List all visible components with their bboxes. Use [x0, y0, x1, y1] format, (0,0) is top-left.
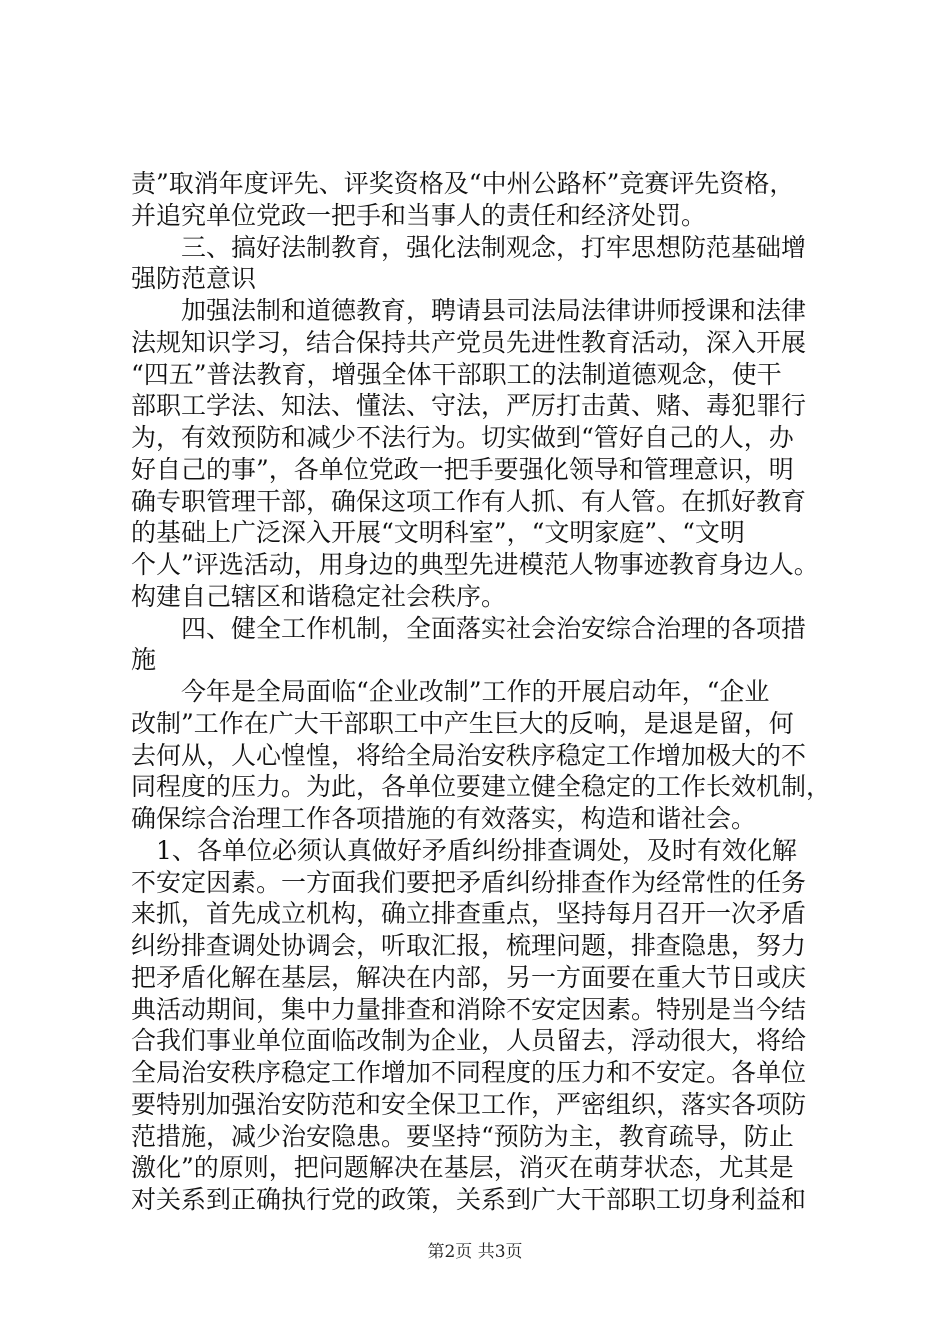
text-line: 纠纷排查调处协调会，听取汇报，梳理问题，排查隐患，努力 — [131, 931, 807, 960]
text-line: 今年是全局面临“企业改制”工作的开展启动年，“企业 — [131, 677, 770, 706]
text-line: 确专职管理干部，确保这项工作有人抓、有人管。在抓好教育 — [131, 486, 807, 516]
text-line: “四五”普法教育，增强全体干部职工的法制道德观念，使干 — [131, 359, 782, 389]
text-line: 对关系到正确执行党的政策，关系到广大干部职工切身利益和 — [131, 1185, 807, 1214]
section-heading: 施 — [131, 645, 157, 675]
text-line: 不安定因素。一方面我们要把矛盾纠纷排查作为经常性的任务 — [131, 867, 807, 897]
text-line: 法规知识学习，结合保持共产党员先进性教育活动，深入开展 — [131, 327, 807, 357]
text-line: 加强法制和道德教育，聘请县司法局法律讲师授课和法律 — [131, 296, 807, 325]
text-line: 同程度的压力。为此，各单位要建立健全稳定的工作长效机制， — [131, 772, 832, 802]
text-line: 改制”工作在广大干部职工中产生巨大的反响，是退是留，何 — [131, 708, 794, 738]
text-line: 范措施，减少治安隐患。要坚持“预防为主，教育疏导，防止 — [131, 1121, 794, 1151]
section-heading: 强防范意识 — [131, 264, 257, 294]
text-line: 合我们事业单位面临改制为企业，人员留去，浮动很大，将给 — [131, 1026, 807, 1056]
text-line: 把矛盾化解在基层，解决在内部，另一方面要在重大节日或庆 — [131, 962, 807, 992]
document-body — [131, 168, 831, 1216]
text-line: 来抓，首先成立机构，确立排查重点，坚持每月召开一次矛盾 — [131, 899, 807, 929]
text-line: 好自己的事”，各单位党政一把手要强化领导和管理意识，明 — [131, 454, 794, 484]
text-line: 个人”评选活动，用身边的典型先进模范人物事迹教育身边人。 — [131, 550, 819, 579]
text-line: 要特别加强治安防范和安全保卫工作，严密组织，落实各项防 — [131, 1089, 807, 1119]
text-line: 部职工学法、知法、懂法、守法，严厉打击黄、赌、毒犯罪行 — [131, 391, 807, 421]
page-number: 第2页 共3页 — [427, 1242, 523, 1262]
text-line: 全局治安秩序稳定工作增加不同程度的压力和不安定。各单位 — [131, 1058, 807, 1087]
section-heading: 三、搞好法制教育，强化法制观念，打牢思想防范基础增 — [131, 232, 807, 262]
text-line: 为，有效预防和减少不法行为。切实做到“管好自己的人，办 — [131, 423, 794, 452]
page-footer — [0, 1242, 950, 1262]
section-heading: 四、健全工作机制，全面落实社会治安综合治理的各项措 — [131, 613, 807, 643]
text-line: 去何从，人心惶惶，将给全局治安秩序稳定工作增加极大的不 — [131, 740, 807, 770]
text-line: 典活动期间，集中力量排查和消除不安定因素。特别是当今结 — [131, 994, 807, 1024]
text-line: 构建自己辖区和谐稳定社会秩序。 — [131, 581, 507, 611]
text-line: 1、各单位必须认真做好矛盾纠纷排查调处，及时有效化解 — [131, 835, 797, 865]
text-line: 并追究单位党政一把手和当事人的责任和经济处罚。 — [131, 200, 707, 230]
text-line: 责”取消年度评先、评奖资格及“中州公路杯”竞赛评先资格， — [131, 169, 795, 198]
text-line: 确保综合治理工作各项措施的有效落实，构造和谐社会。 — [131, 804, 757, 833]
text-line: 激化”的原则，把问题解决在基层，消灭在萌芽状态，尤其是 — [131, 1153, 794, 1183]
text-line: 的基础上广泛深入开展“文明科室”，“文明家庭”、“文明 — [131, 518, 745, 548]
